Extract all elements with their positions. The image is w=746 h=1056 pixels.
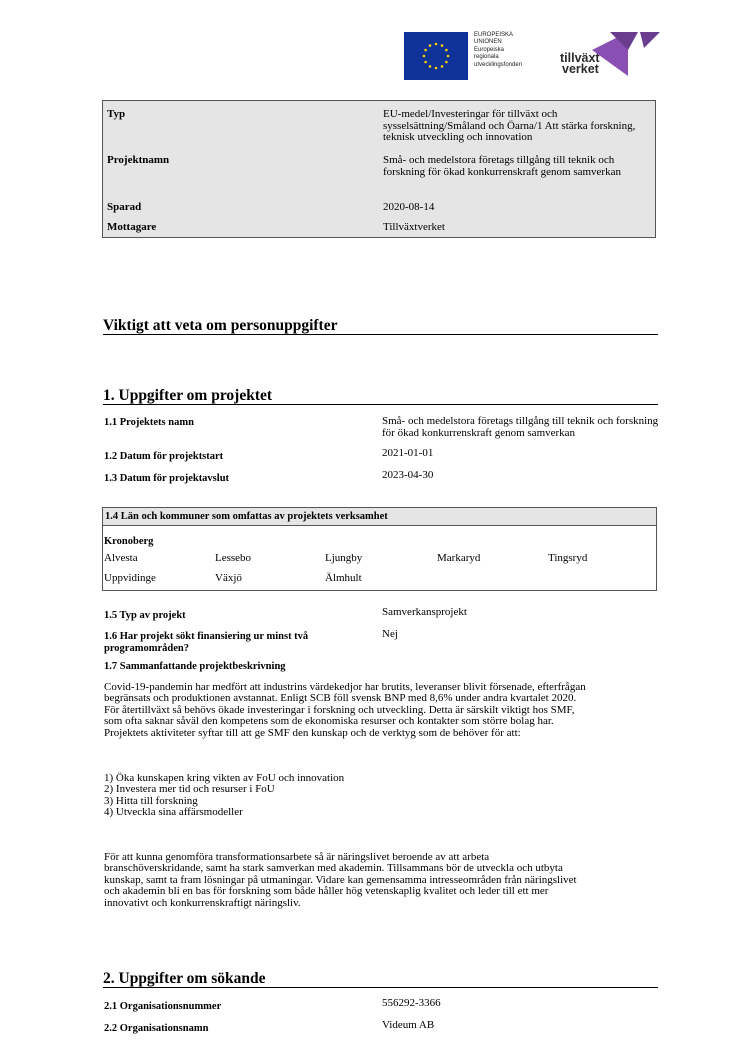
project-end-label: 1.3 Datum för projektavslut — [104, 473, 230, 484]
section-title-applicant: 2. Uppgifter om sökande — [103, 970, 266, 987]
municipality-item: Lessebo — [215, 552, 252, 564]
header-logos — [404, 32, 660, 82]
summary-paragraph-1: Covid-19-pandemin har medfört att industrins värdekedjor har brutits, leveranser blivit försenade, efterfrågan begränsats och produktionen avstannat. Enligt SCB föll svensk BNP med 8,6% under andra kvartalet 2020. För återtillväxt så behövs ökade investeringar i forskning och utveckling. Detta är särskilt viktigt hos SMF, som ofta saknar såväl den kompetens som de ekonomiska resurser och kontakter som större bolag har. Projektets aktiviteter syftar till att ge SMF den kunskap och de verktyg som de behöver för att: — [104, 681, 586, 739]
tillvaxtverket-logo — [560, 32, 660, 82]
project-type-value: Samverkansprojekt — [382, 606, 467, 618]
municipality-item: Alvesta — [104, 552, 138, 564]
section-title-project: 1. Uppgifter om projektet — [103, 387, 273, 404]
org-name-label: 2.2 Organisationsnamn — [104, 1023, 209, 1034]
municipality-item: Tingsryd — [548, 552, 588, 564]
project-start-label: 1.2 Datum för projektstart — [104, 451, 224, 462]
summary-list — [104, 773, 664, 819]
tv-word-1: tillväxt — [560, 51, 600, 65]
project-name-value: Små- och medelstora företags tillgång till teknik och forskning för ökad konkurrenskraft genom samverkan — [382, 415, 659, 439]
org-number-value: 556292-3366 — [382, 997, 441, 1009]
municipality-item: Ljungby — [325, 552, 363, 564]
multi-program-label: 1.6 Har projekt sökt finansiering ur minst två programområden? — [104, 631, 309, 654]
project-end-value: 2023-04-30 — [382, 469, 434, 481]
project-start-value: 2021-01-01 — [382, 447, 434, 459]
county-box-header: 1.4 Län och kommuner som omfattas av projektets verksamhet — [103, 508, 656, 526]
municipality-item: Växjö — [215, 572, 242, 584]
eu-logo-text: EUROPEISKA UNIONEN Europeiska regionala utvecklingsfonden — [474, 32, 523, 68]
section-rule — [103, 404, 658, 405]
org-number-label: 2.1 Organisationsnummer — [104, 1001, 222, 1012]
list-item: 4) Utveckla sina affärsmodeller — [104, 806, 243, 819]
county-municipality-box — [102, 507, 657, 591]
county-name: Kronoberg — [104, 536, 154, 547]
tv-word-2: verket — [562, 62, 599, 76]
project-type-label: 1.5 Typ av projekt — [104, 610, 186, 621]
eu-flag-icon — [404, 32, 468, 80]
multi-program-value: Nej — [382, 628, 398, 640]
section-title-personal-data: Viktigt att veta om personuppgifter — [103, 317, 338, 334]
section-rule — [103, 334, 658, 335]
list-item: 2) Investera mer tid och resurser i FoU — [104, 783, 275, 796]
project-name-label: 1.1 Projektets namn — [104, 417, 194, 428]
list-item: 3) Hitta till forskning — [104, 794, 198, 807]
meta-info-box: Typ EU-medel/Investeringar för tillväxt och sysselsättning/Småland och Öarna/1 Att stärka forskning, teknisk utveckling och innovation Projektnamn Små- och medelstora företags tillgång till teknik och forskning för ökad konkurrenskraft genom samverkan Sparad 2020-08-14 Mottagare Tillväxtverket — [102, 100, 656, 238]
org-name-value: Videum AB — [382, 1019, 435, 1031]
summary-label: 1.7 Sammanfattande projektbeskrivning — [104, 661, 286, 672]
municipality-item: Uppvidinge — [104, 572, 156, 584]
tillvaxtverket-mark-icon — [590, 32, 660, 80]
list-item: 1) Öka kunskapen kring vikten av FoU och innovation — [104, 772, 345, 784]
municipality-item: Markaryd — [437, 552, 481, 564]
municipality-item: Älmhult — [325, 572, 362, 584]
summary-paragraph-2: För att kunna genomföra transformationsarbete så är näringslivet beroende av att arbeta branschöverskridande, samt ha stark samverkan med akademin. Tillsammans bör de utveckla och utbyta kunskap, samt ta fram lösningar på utmaningar. Vidare kan gemensamma intresseområden från näringslivet och akademin bli en bas för forskning som både håller hög vetenskaplig kvalitet och leder till ett mer innovativt och konkurrenskraftigt näringsliv. — [104, 851, 577, 909]
section-rule — [103, 987, 658, 988]
